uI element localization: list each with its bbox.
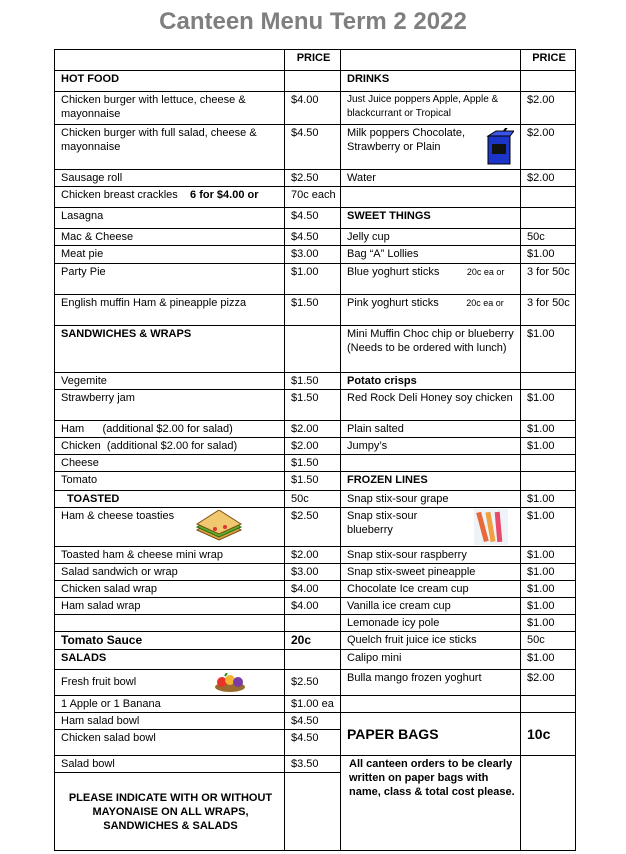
item-price: 3 for 50c bbox=[521, 295, 576, 326]
item-price: 10c bbox=[521, 713, 576, 756]
menu-item: Calipo mini bbox=[341, 650, 521, 670]
menu-item: Meat pie bbox=[55, 246, 285, 264]
juice-box-icon bbox=[484, 128, 514, 166]
item-price: 70c each bbox=[285, 187, 341, 208]
menu-item: Snap stix-sour raspberry bbox=[341, 547, 521, 564]
item-price: $2.00 bbox=[521, 170, 576, 187]
item-price: $1.00 bbox=[285, 264, 341, 295]
section-frozen-lines: FROZEN LINES bbox=[341, 472, 521, 491]
item-price: $2.50 bbox=[285, 170, 341, 187]
item-price: $1.00 bbox=[521, 547, 576, 564]
menu-item: Chicken burger with lettuce, cheese & mayonnaise bbox=[55, 92, 285, 125]
item-price: $1.00 bbox=[521, 421, 576, 438]
menu-item: Ham salad wrap bbox=[55, 598, 285, 615]
menu-item: Snap stix-sweet pineapple bbox=[341, 564, 521, 581]
menu-item-extra: 20c ea or bbox=[466, 298, 504, 308]
menu-item: English muffin Ham & pineapple pizza bbox=[55, 295, 285, 326]
item-price: $1.50 bbox=[285, 295, 341, 326]
item-price: 3 for 50c bbox=[521, 264, 576, 295]
menu-item: Plain salted bbox=[341, 421, 521, 438]
menu-item bbox=[341, 264, 521, 295]
menu-item: Red Rock Deli Honey soy chicken bbox=[341, 390, 521, 421]
item-price: $1.00 bbox=[521, 564, 576, 581]
item-price bbox=[521, 208, 576, 229]
menu-item: Snap stix-sour grape bbox=[341, 491, 521, 508]
menu-item-label: Ham & cheese toasties bbox=[61, 510, 175, 522]
item-price: $4.00 bbox=[285, 92, 341, 125]
menu-item: Chocolate Ice cream cup bbox=[341, 581, 521, 598]
item-price: 20c bbox=[285, 632, 341, 650]
menu-item: Toasted ham & cheese mini wrap bbox=[55, 547, 285, 564]
item-price: $1.00 bbox=[521, 326, 576, 373]
menu-item: Ham salad bowl bbox=[55, 713, 285, 730]
item-price: $3.50 bbox=[285, 756, 341, 773]
item-price: $1.00 bbox=[521, 508, 576, 547]
menu-item: Bag “A” Lollies bbox=[341, 246, 521, 264]
menu-item: Chicken salad wrap bbox=[55, 581, 285, 598]
menu-item: Water bbox=[341, 170, 521, 187]
item-price: $4.00 bbox=[285, 598, 341, 615]
item-price: $4.50 bbox=[285, 208, 341, 229]
menu-table bbox=[54, 49, 576, 851]
item-price: $1.00 bbox=[521, 598, 576, 615]
price-cell bbox=[285, 71, 341, 92]
item-price: $2.00 bbox=[285, 438, 341, 455]
menu-item: 1 Apple or 1 Banana bbox=[55, 696, 285, 713]
menu-item-label: Chicken breast crackles bbox=[61, 189, 178, 201]
menu-item: Jelly cup bbox=[341, 229, 521, 246]
item-price: $2.50 bbox=[285, 508, 341, 547]
paper-bags-note: All canteen orders to be clearly written on paper bags with name, class & total cost please. bbox=[341, 756, 521, 851]
right-blank-header bbox=[341, 50, 521, 71]
item-price: $4.50 bbox=[285, 730, 341, 756]
item-price: $1.00 bbox=[521, 390, 576, 421]
section-sandwiches-wraps: SANDWICHES & WRAPS bbox=[55, 326, 285, 373]
menu-item bbox=[341, 696, 521, 713]
mayonnaise-note: PLEASE INDICATE WITH OR WITHOUT MAYONAISE ON ALL WRAPS, SANDWICHES & SALADS bbox=[55, 773, 285, 851]
menu-item: Lemonade icy pole bbox=[341, 615, 521, 632]
item-price: $4.50 bbox=[285, 125, 341, 170]
section-hot-food: HOT FOOD bbox=[55, 71, 285, 92]
menu-item-milk-poppers bbox=[341, 125, 521, 170]
menu-item-blueberry bbox=[341, 508, 521, 547]
item-price: $3.00 bbox=[285, 246, 341, 264]
menu-item-label: Blue yoghurt sticks bbox=[347, 266, 440, 278]
item-price bbox=[521, 696, 576, 713]
item-price: $1.50 bbox=[285, 472, 341, 491]
item-price: $2.50 bbox=[285, 670, 341, 696]
item-price bbox=[285, 650, 341, 670]
menu-item-extra: 6 for $4.00 or bbox=[190, 189, 259, 201]
menu-item: Quelch fruit juice ice sticks bbox=[341, 632, 521, 650]
menu-item-label: Pink yoghurt sticks bbox=[347, 297, 439, 309]
item-price: $1.00 bbox=[521, 491, 576, 508]
menu-item bbox=[55, 187, 285, 208]
menu-item: Vegemite bbox=[55, 373, 285, 390]
item-price: 50c bbox=[521, 229, 576, 246]
item-price: $4.00 bbox=[285, 581, 341, 598]
item-price: 50c bbox=[521, 632, 576, 650]
section-drinks: DRINKS bbox=[341, 71, 521, 92]
section-toasted: TOASTED bbox=[55, 491, 285, 508]
item-price: $2.00 bbox=[285, 547, 341, 564]
menu-item-extra: 20c ea or bbox=[466, 267, 505, 277]
item-price bbox=[521, 455, 576, 472]
item-price: $1.00 bbox=[521, 615, 576, 632]
price-header-left: PRICE bbox=[285, 50, 341, 71]
item-price: $1.00 ea bbox=[285, 696, 341, 713]
menu-item: Sausage roll bbox=[55, 170, 285, 187]
item-price: $1.50 bbox=[285, 455, 341, 472]
menu-item: Just Juice poppers Apple, Apple & blackcurrant or Tropical bbox=[341, 92, 521, 125]
section-salads: SALADS bbox=[55, 650, 285, 670]
menu-item-label: Fresh fruit bowl bbox=[61, 676, 137, 688]
menu-item-label: Milk poppers Chocolate, Strawberry or Plain bbox=[347, 127, 466, 153]
fruit-icon bbox=[213, 673, 247, 693]
item-price bbox=[285, 615, 341, 632]
menu-item: Vanilla ice cream cup bbox=[341, 598, 521, 615]
menu-item bbox=[341, 295, 521, 326]
menu-item-tomato-sauce: Tomato Sauce bbox=[55, 632, 285, 650]
item-price: $1.00 bbox=[521, 246, 576, 264]
item-price: $4.50 bbox=[285, 713, 341, 730]
item-price: $2.00 bbox=[521, 670, 576, 696]
menu-item: Strawberry jam bbox=[55, 390, 285, 421]
menu-item: Salad sandwich or wrap bbox=[55, 564, 285, 581]
item-price: $4.50 bbox=[285, 229, 341, 246]
section-potato-crisps: Potato crisps bbox=[341, 373, 521, 390]
item-price: $1.50 bbox=[285, 390, 341, 421]
item-price bbox=[521, 472, 576, 491]
item-price: $1.00 bbox=[521, 438, 576, 455]
menu-item: Cheese bbox=[55, 455, 285, 472]
item-price: $1.00 bbox=[521, 650, 576, 670]
item-price bbox=[521, 373, 576, 390]
item-price: 50c bbox=[285, 491, 341, 508]
menu-item: Chicken burger with full salad, cheese & mayonnaise bbox=[55, 125, 285, 170]
item-price: $1.00 bbox=[521, 581, 576, 598]
menu-item: Jumpy’s bbox=[341, 438, 521, 455]
item-price bbox=[521, 187, 576, 208]
item-price bbox=[285, 326, 341, 373]
menu-item-toasties bbox=[55, 508, 285, 547]
frozen-sticks-icon bbox=[474, 509, 508, 545]
menu-item: Salad bowl bbox=[55, 756, 285, 773]
sandwich-icon bbox=[195, 510, 243, 542]
item-price: $2.00 bbox=[521, 92, 576, 125]
item-price: $1.50 bbox=[285, 373, 341, 390]
price-cell bbox=[521, 756, 576, 851]
menu-item bbox=[341, 455, 521, 472]
price-header-right: PRICE bbox=[521, 50, 576, 71]
section-sweet-things: SWEET THINGS bbox=[341, 208, 521, 229]
section-paper-bags: PAPER BAGS bbox=[341, 713, 521, 756]
menu-item-label: Snap stix-sour blueberry bbox=[347, 510, 418, 536]
menu-item bbox=[341, 187, 521, 208]
menu-item: Tomato bbox=[55, 472, 285, 491]
menu-item: Bulla mango frozen yoghurt bbox=[341, 670, 521, 696]
menu-item: Mac & Cheese bbox=[55, 229, 285, 246]
menu-item: Mini Muffin Choc chip or blueberry (Needs to be ordered with lunch) bbox=[341, 326, 521, 373]
item-price: $2.00 bbox=[285, 421, 341, 438]
menu-item: Party Pie bbox=[55, 264, 285, 295]
left-blank-header bbox=[55, 50, 285, 71]
item-price: $2.00 bbox=[521, 125, 576, 170]
menu-item bbox=[55, 615, 285, 632]
menu-item: Ham (additional $2.00 for salad) bbox=[55, 421, 285, 438]
menu-item-fruit-bowl bbox=[55, 670, 285, 696]
price-cell bbox=[285, 773, 341, 851]
page-title: Canteen Menu Term 2 2022 bbox=[159, 8, 467, 35]
menu-item: Lasagna bbox=[55, 208, 285, 229]
menu-item: Chicken salad bowl bbox=[55, 730, 285, 756]
price-cell bbox=[521, 71, 576, 92]
menu-item: Chicken (additional $2.00 for salad) bbox=[55, 438, 285, 455]
item-price: $3.00 bbox=[285, 564, 341, 581]
